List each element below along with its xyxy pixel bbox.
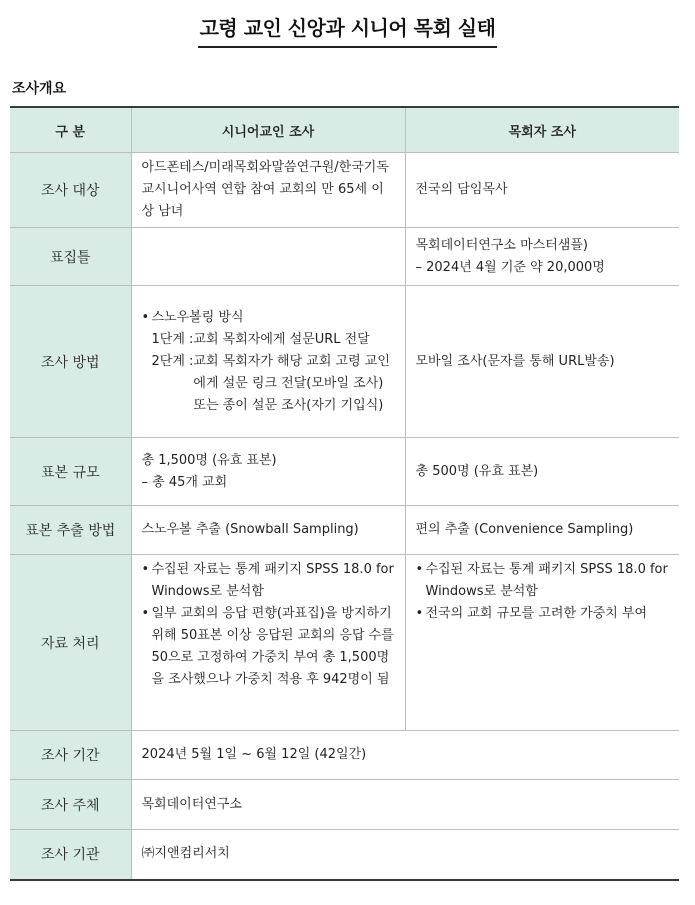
senior-processing [131,555,405,731]
row-label-sampling: 표본 추출 방법 [10,506,131,555]
senior-processing-item: 수집된 자료는 통계 패키지 SPSS 18.0 for Windows로 분석함 [151,562,394,599]
row-method [10,286,679,438]
method-step-text: 교회 목회자가 해당 교회 고령 교인에게 설문 링크 전달(모바일 조사) 또는 종이 설문 조사(자기 기입식) [193,353,390,413]
section-label: 조사개요 [12,81,67,97]
bullet-mark: • [415,562,424,577]
header-senior-survey: 시니어교인 조사 [131,107,405,153]
header-category: 구 분 [10,107,131,153]
bullet-mark: • [415,606,424,621]
row-sampling [10,506,679,555]
method-step [142,351,395,417]
pastor-sampling: 편의 추출 (Convenience Sampling) [405,506,679,555]
senior-frame [131,228,405,286]
pastor-processing-item: 수집된 자료는 통계 패키지 SPSS 18.0 for Windows로 분석함 [425,562,668,599]
row-label-method: 조사 방법 [10,286,131,438]
row-frame [10,228,679,286]
bullet-item [416,559,670,603]
senior-sample-size [131,438,405,506]
row-agency [10,830,679,880]
pastor-frame-line: 목회데이터연구소 마스터샘플) [415,237,588,253]
bullet-mark: • [141,606,150,621]
survey-subject: 목회데이터연구소 [131,780,679,830]
row-label-agency: 조사 기관 [10,830,131,880]
senior-sampling: 스노우볼 추출 (Snowball Sampling) [131,506,405,555]
row-label-processing: 자료 처리 [10,555,131,731]
senior-target: 아드폰테스/미래목회와말씀연구원/한국기독교시니어사역 연합 참여 교회의 만 65세 이상 남녀 [131,153,405,228]
row-label-subject: 조사 주체 [10,780,131,830]
row-target [10,153,679,228]
header-pastor-survey: 목회자 조사 [405,107,679,153]
senior-processing-item: 일부 교회의 응답 편향(과표집)을 방지하기 위해 50표본 이상 응답된 교회의 응답 수를 50으로 고정하여 가중치 부여 총 1,500명을 조사했으나 가중치 적용 후 942명이 됨 [151,606,394,687]
row-label-sample-size: 표본 규모 [10,438,131,506]
pastor-processing-item: 전국의 교회 규모를 고려한 가중치 부여 [425,606,648,621]
bullet-mark: • [141,562,150,577]
row-label-frame: 표집틀 [10,228,131,286]
bullet-item [142,307,395,329]
senior-method-type: 스노우볼링 방식 [151,309,244,325]
method-step-label: 1단계 : [151,331,194,347]
row-label-target: 조사 대상 [10,153,131,228]
method-step-label: 2단계 : [151,353,194,369]
title-wrap [0,12,695,48]
senior-sample-line: 총 1,500명 (유효 표본) [141,452,277,468]
survey-overview-table [10,106,679,881]
bullet-item [142,559,395,603]
survey-agency: ㈜지앤컴리서치 [131,830,679,880]
row-label-period: 조사 기간 [10,731,131,780]
senior-sample-line: – 총 45개 교회 [141,474,228,490]
row-processing [10,555,679,731]
row-sample-size [10,438,679,506]
method-step [142,329,395,351]
pastor-processing [405,555,679,731]
pastor-method: 모바일 조사(문자를 통해 URL발송) [405,286,679,438]
table-header-row [10,107,679,153]
method-step-text: 교회 목회자에게 설문URL 전달 [193,331,370,347]
senior-method [131,286,405,438]
bullet-item [142,603,395,691]
row-period [10,731,679,780]
pastor-frame-line: – 2024년 4월 기준 약 20,000명 [415,259,605,275]
pastor-sample-size: 총 500명 (유효 표본) [405,438,679,506]
bullet-item [416,603,670,625]
row-subject [10,780,679,830]
pastor-frame [405,228,679,286]
survey-period: 2024년 5월 1일 ~ 6월 12일 (42일간) [131,731,679,780]
page-title: 고령 교인 신앙과 시니어 목회 실태 [198,12,498,48]
bullet-mark: • [141,309,150,325]
pastor-target: 전국의 담임목사 [405,153,679,228]
